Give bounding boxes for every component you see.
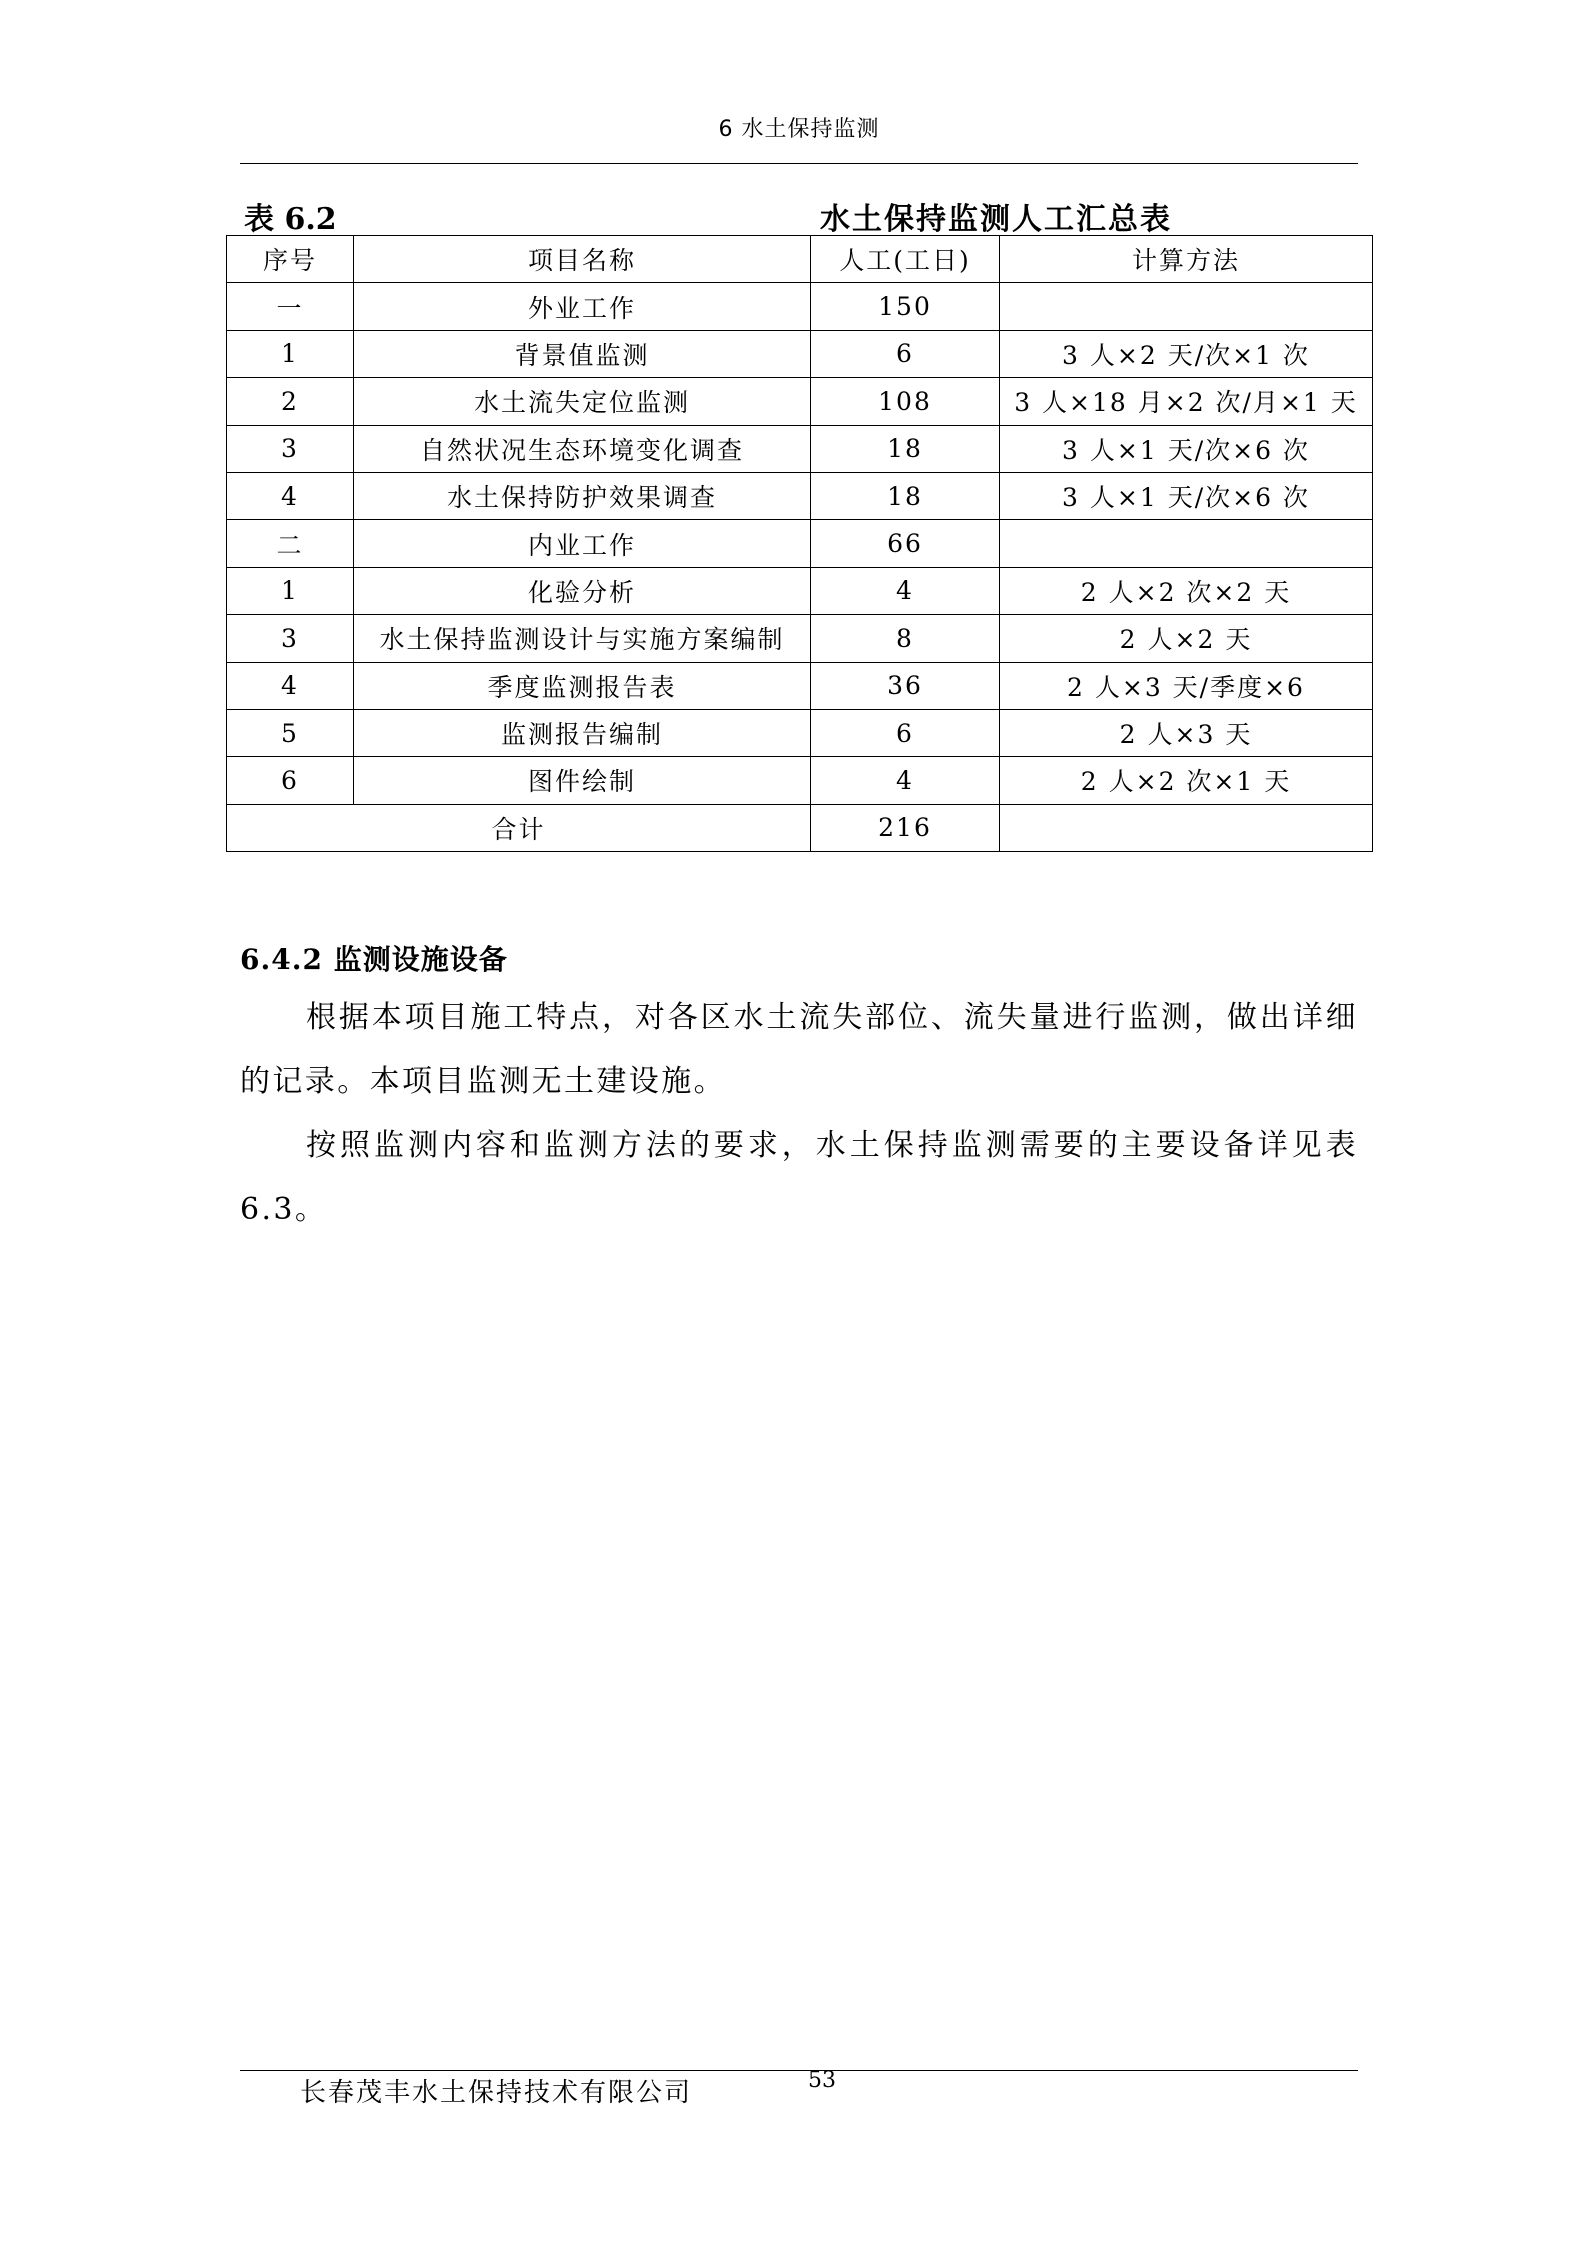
- page-number: 53: [808, 2068, 836, 2093]
- cell-index: 2: [227, 378, 354, 425]
- table-row: [227, 709, 1373, 756]
- cell-workdays: 66: [811, 520, 1000, 567]
- cell-method: 2 人×3 天: [1000, 709, 1373, 756]
- cell-workdays: 150: [811, 283, 1000, 330]
- cell-index: 6: [227, 757, 354, 804]
- table-row: [227, 330, 1373, 377]
- cell-item-name: 水土保持防护效果调查: [354, 472, 811, 519]
- cell-workdays: 6: [811, 709, 1000, 756]
- cell-index: 1: [227, 567, 354, 614]
- body-paragraph: 按照监测内容和监测方法的要求，水土保持监测需要的主要设备详见表 6.3。: [240, 1128, 1358, 1227]
- table-number: 表 6.2: [244, 202, 337, 237]
- cell-item-name: 化验分析: [354, 567, 811, 614]
- table-row: [227, 425, 1373, 472]
- cell-workdays: 108: [811, 378, 1000, 425]
- cell-method: 3 人×1 天/次×6 次: [1000, 472, 1373, 519]
- table-caption: [240, 194, 1358, 237]
- cell-method: 3 人×1 天/次×6 次: [1000, 425, 1373, 472]
- total-label: 合计: [227, 804, 811, 851]
- header-divider: [240, 163, 1358, 164]
- cell-index: 5: [227, 709, 354, 756]
- cell-item-name: 图件绘制: [354, 757, 811, 804]
- cell-item-name: 自然状况生态环境变化调查: [354, 425, 811, 472]
- table-row: [227, 567, 1373, 614]
- cell-workdays: 18: [811, 425, 1000, 472]
- cell-index: 3: [227, 425, 354, 472]
- footer-divider: [240, 2070, 1358, 2071]
- cell-item-name: 外业工作: [354, 283, 811, 330]
- column-header-item-name: 项目名称: [354, 236, 811, 283]
- running-header: 6 水土保持监测: [718, 117, 880, 142]
- cell-method: 3 人×2 天/次×1 次: [1000, 330, 1373, 377]
- table-title: 水土保持监测人工汇总表: [820, 202, 1172, 237]
- table-row: [227, 283, 1373, 330]
- cell-item-name: 内业工作: [354, 520, 811, 567]
- cell-workdays: 4: [811, 757, 1000, 804]
- cell-item-name: 背景值监测: [354, 330, 811, 377]
- cell-index: 1: [227, 330, 354, 377]
- cell-item-name: 水土保持监测设计与实施方案编制: [354, 615, 811, 662]
- cell-method: 2 人×2 次×1 天: [1000, 757, 1373, 804]
- cell-workdays: 36: [811, 662, 1000, 709]
- cell-index: 3: [227, 615, 354, 662]
- table-total-row: [227, 804, 1373, 851]
- cell-workdays: 4: [811, 567, 1000, 614]
- cell-method: [1000, 520, 1373, 567]
- cell-item-name: 季度监测报告表: [354, 662, 811, 709]
- column-header-index: 序号: [227, 236, 354, 283]
- cell-item-name: 水土流失定位监测: [354, 378, 811, 425]
- cell-method: 3 人×18 月×2 次/月×1 天: [1000, 378, 1373, 425]
- body-paragraph: 根据本项目施工特点，对各区水土流失部位、流失量进行监测，做出详细的记录。本项目监测无土建设施。: [240, 1000, 1358, 1099]
- cell-item-name: 监测报告编制: [354, 709, 811, 756]
- table-row: [227, 662, 1373, 709]
- cell-method: 2 人×3 天/季度×6: [1000, 662, 1373, 709]
- total-method: [1000, 804, 1373, 851]
- cell-index: 一: [227, 283, 354, 330]
- cell-method: [1000, 283, 1373, 330]
- cell-index: 4: [227, 662, 354, 709]
- column-header-method: 计算方法: [1000, 236, 1373, 283]
- table-row: [227, 472, 1373, 519]
- cell-method: 2 人×2 天: [1000, 615, 1373, 662]
- section-heading: 6.4.2 监测设施设备: [240, 943, 508, 976]
- table-row: [227, 757, 1373, 804]
- table-header-row: [227, 236, 1373, 283]
- table-row: [227, 615, 1373, 662]
- table-row: [227, 378, 1373, 425]
- cell-index: 4: [227, 472, 354, 519]
- table-row: [227, 520, 1373, 567]
- labor-summary-table: [226, 235, 1373, 852]
- cell-method: 2 人×2 次×2 天: [1000, 567, 1373, 614]
- cell-workdays: 8: [811, 615, 1000, 662]
- cell-workdays: 6: [811, 330, 1000, 377]
- cell-index: 二: [227, 520, 354, 567]
- footer-company-name: 长春茂丰水土保持技术有限公司: [300, 2078, 693, 2108]
- cell-workdays: 18: [811, 472, 1000, 519]
- total-workdays: 216: [811, 804, 1000, 851]
- column-header-workdays: 人工(工日): [811, 236, 1000, 283]
